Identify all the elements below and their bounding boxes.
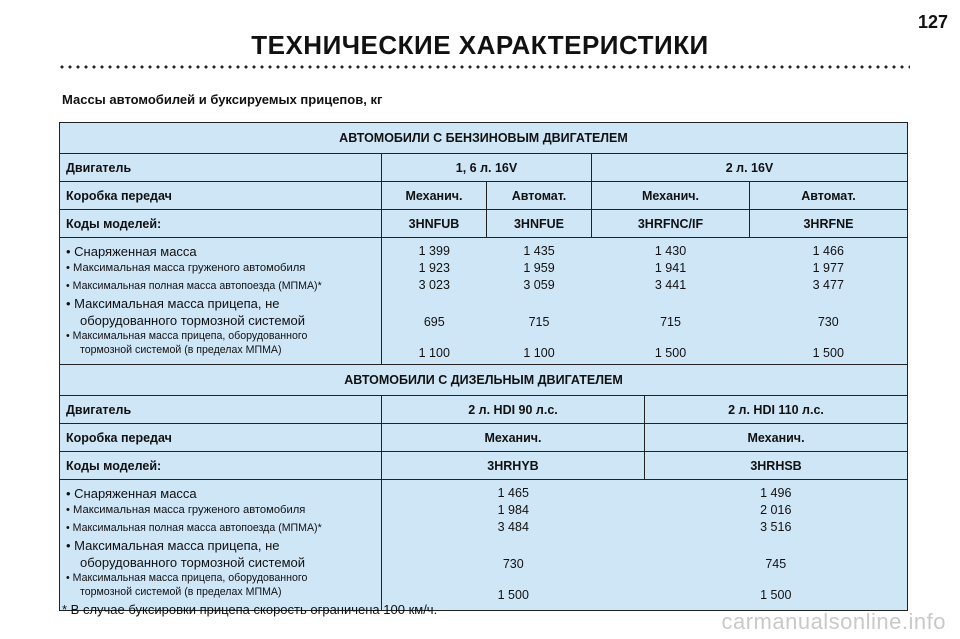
mass-value: 1 500 (812, 346, 844, 360)
engine-value: 2 л. HDI 90 л.с. (382, 396, 645, 424)
table-row (60, 424, 908, 452)
mass-value: 745 (765, 557, 787, 571)
mass-value: 1 435 (523, 244, 555, 258)
mass-value: 1 923 (418, 261, 450, 275)
model-code: 3HRFNC/IF (592, 210, 750, 238)
spec-label: • Максимальная полная масса автопоезда (МПМА)* (66, 280, 322, 292)
dotted-divider (58, 64, 910, 70)
mass-value: 1 959 (523, 261, 555, 275)
table-row (60, 154, 908, 182)
table-header-row (60, 123, 908, 154)
engine-value: 1, 6 л. 16V (382, 154, 592, 182)
engine-label: Двигатель (60, 154, 382, 182)
spec-label: • Максимальная масса прицепа, не (66, 296, 280, 311)
mass-value: 1 399 (418, 244, 450, 258)
model-code: 3HNFUB (382, 210, 487, 238)
diesel-specs-table (59, 364, 908, 611)
spec-label: • Максимальная масса груженого автомобиля (66, 504, 306, 516)
mass-value: 3 477 (812, 278, 844, 292)
page-number: 127 (917, 12, 948, 32)
mass-value: 2 016 (760, 503, 792, 517)
engine-value: 2 л. 16V (592, 154, 908, 182)
table-header-row (60, 365, 908, 396)
mass-value: 1 496 (760, 486, 792, 500)
spec-label: • Максимальная полная масса автопоезда (МПМА)* (66, 522, 322, 534)
mass-column (645, 480, 908, 611)
mass-value: 715 (660, 315, 681, 329)
mass-value: 3 059 (523, 278, 555, 292)
mass-value: 3 484 (497, 520, 529, 534)
mass-value: 1 466 (812, 244, 844, 258)
spec-label: оборудованного тормозной системой (80, 313, 306, 328)
mass-value: 1 100 (523, 346, 555, 360)
mass-values-row (60, 480, 908, 611)
watermark: carmanualsonline.info (721, 609, 946, 634)
gearbox-value: Механич. (645, 424, 908, 452)
footnote: * В случае буксировки прицепа скорость ограничена 100 км/ч. (62, 602, 438, 617)
mass-value: 1 500 (760, 588, 792, 602)
mass-value: 1 941 (654, 261, 687, 275)
mass-values-row (60, 238, 908, 369)
engine-label: Двигатель (60, 396, 382, 424)
gearbox-label: Коробка передач (60, 424, 382, 452)
petrol-table-heading: АВТОМОБИЛИ С БЕНЗИНОВЫМ ДВИГАТЕЛЕМ (60, 123, 908, 154)
spec-label: тормозной системой (в пределах МПМА) (80, 586, 282, 598)
codes-label: Коды моделей: (60, 210, 382, 238)
table-row (60, 182, 908, 210)
mass-value: 715 (528, 315, 550, 329)
model-code: 3HRHSB (645, 452, 908, 480)
mass-column (382, 238, 487, 369)
spec-label: оборудованного тормозной системой (80, 555, 306, 570)
petrol-specs-table (59, 122, 908, 369)
gearbox-value: Механич. (382, 424, 645, 452)
codes-label: Коды моделей: (60, 452, 382, 480)
gearbox-value: Механич. (592, 182, 750, 210)
mass-value: 1 500 (654, 346, 687, 360)
mass-value: 1 100 (418, 346, 450, 360)
mass-value: 730 (817, 315, 839, 329)
model-code: 3HRFNE (750, 210, 908, 238)
section-subtitle: Массы автомобилей и буксируемых прицепов, кг (62, 92, 383, 107)
mass-value: 695 (423, 315, 445, 329)
table-row (60, 396, 908, 424)
table-row (60, 452, 908, 480)
gearbox-label: Коробка передач (60, 182, 382, 210)
spec-label: • Максимальная масса прицепа, оборудованного (66, 572, 308, 584)
spec-label: • Максимальная масса прицепа, оборудованного (66, 330, 308, 342)
mass-column (487, 238, 592, 369)
gearbox-value: Механич. (382, 182, 487, 210)
model-code: 3HRHYB (382, 452, 645, 480)
mass-value: 3 023 (418, 278, 450, 292)
mass-value: 1 500 (497, 588, 529, 602)
gearbox-value: Автомат. (487, 182, 592, 210)
mass-value: 3 516 (760, 520, 792, 534)
mass-value: 3 441 (654, 278, 687, 292)
mass-column (750, 238, 908, 369)
mass-value: 1 977 (812, 261, 844, 275)
spec-label: • Снаряженная масса (66, 486, 197, 501)
mass-value: 1 430 (654, 244, 687, 258)
mass-value: 1 984 (497, 503, 529, 517)
gearbox-value: Автомат. (750, 182, 908, 210)
mass-value: 730 (502, 557, 524, 571)
mass-column (592, 238, 750, 369)
spec-label: • Снаряженная масса (66, 244, 197, 259)
spec-label: • Максимальная масса прицепа, не (66, 538, 280, 553)
diesel-table-heading: АВТОМОБИЛИ С ДИЗЕЛЬНЫМ ДВИГАТЕЛЕМ (60, 365, 908, 396)
model-code: 3HNFUE (487, 210, 592, 238)
page-title: ТЕХНИЧЕСКИЕ ХАРАКТЕРИСТИКИ (251, 30, 709, 60)
mass-column (382, 480, 645, 611)
spec-label: тормозной системой (в пределах МПМА) (80, 344, 282, 356)
engine-value: 2 л. HDI 110 л.с. (645, 396, 908, 424)
spec-labels (60, 238, 382, 369)
table-row (60, 210, 908, 238)
spec-labels (60, 480, 382, 611)
mass-value: 1 465 (497, 486, 529, 500)
spec-label: • Максимальная масса груженого автомобиля (66, 262, 306, 274)
